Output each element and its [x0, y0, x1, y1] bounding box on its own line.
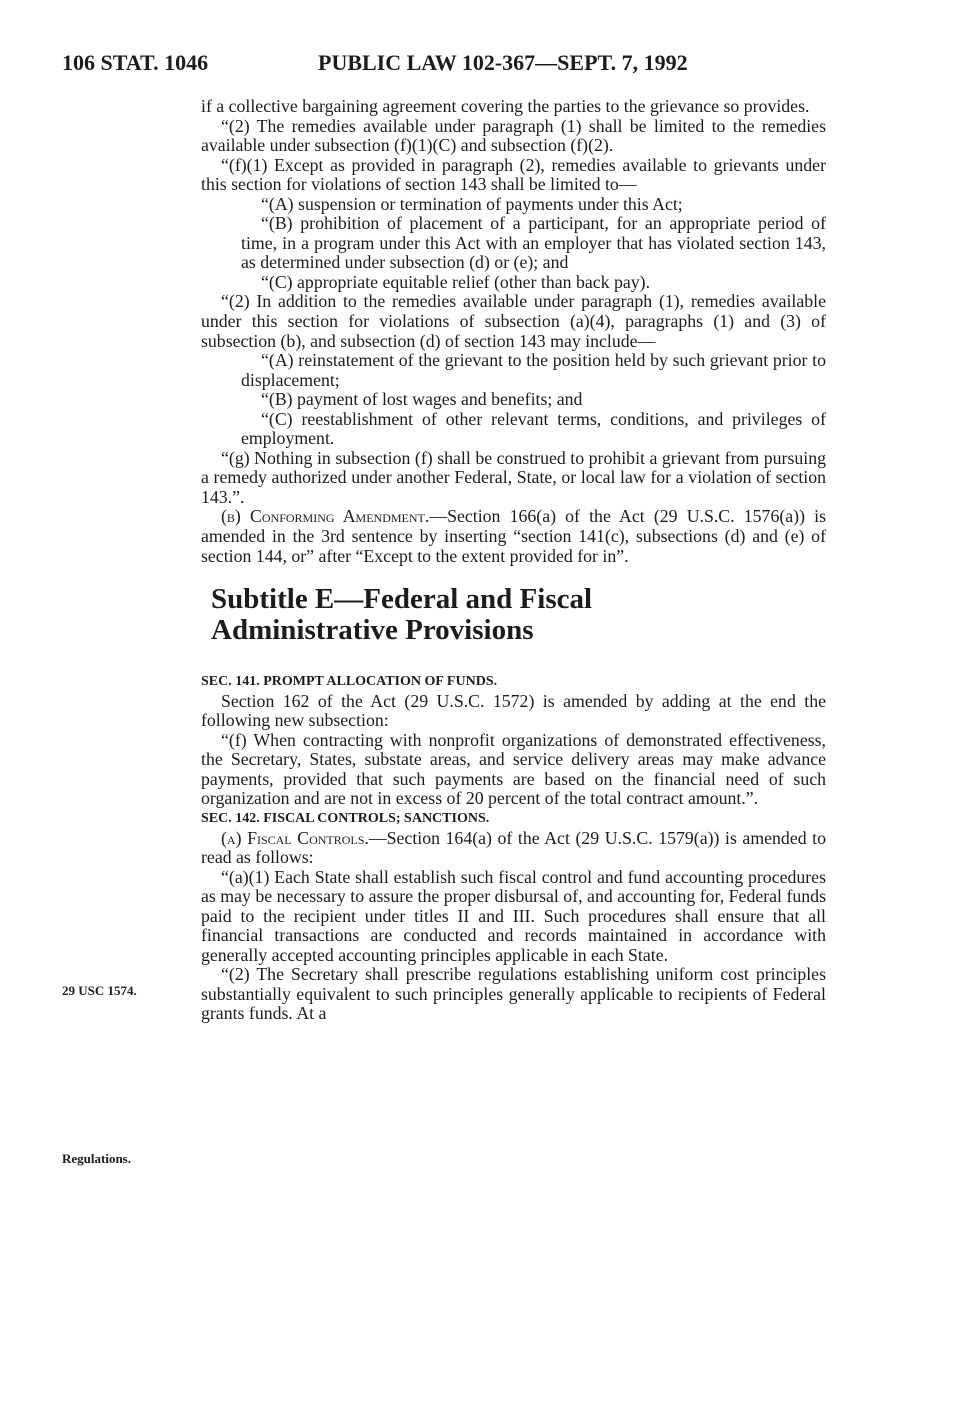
paragraph — [201, 829, 826, 868]
paragraph: “(f) When contracting with nonprofit organizations of demonstrated effectiveness, the Secretary, States, substate areas, and service delivery areas may make advance payments, provided that such payments are based on the financial need of such organization and are not in excess of 20 percent of the total contract amount.”. — [201, 729, 826, 809]
body-text — [201, 97, 826, 1024]
paragraph: “(C) reestablishment of other relevant terms, conditions, and privileges of employment. — [241, 408, 826, 449]
paragraph: “(f)(1) Except as provided in paragraph (2), remedies available to grievants under this section for violations of section 143 shall be limited to— — [201, 154, 826, 195]
fiscal-controls-text: —Section 164(a) of the Act (29 U.S.C. 1579(a)) is amended to read as follows: — [201, 827, 827, 868]
subtitle-heading — [201, 584, 826, 646]
page-stat-number: 106 STAT. 1046 — [62, 50, 209, 75]
subtitle-line: Subtitle E—Federal and Fiscal — [211, 583, 593, 616]
paragraph: “(A) reinstatement of the grievant to the position held by such grievant prior to displacement; — [241, 350, 826, 390]
running-head: PUBLIC LAW 102-367—SEPT. 7, 1992 — [318, 50, 688, 75]
paragraph: “(B) prohibition of placement of a participant, for an appropriate period of time, in a program under this Act with an employer that has violated section 143, as determined under subsection (d) or (e); and — [241, 213, 826, 273]
paragraph: “(g) Nothing in subsection (f) shall be construed to prohibit a grievant from pursuing a remedy authorized under another Federal, State, or local law for a violation of section 143.”. — [201, 447, 826, 507]
subtitle-line: Administrative Provisions — [211, 614, 534, 647]
paragraph: Section 162 of the Act (29 U.S.C. 1572) is amended by adding at the end the following new subsection: — [201, 690, 826, 731]
paragraph: “(2) The Secretary shall prescribe regulations establishing uniform cost principles substantially equivalent to such principles generally applicable to recipients of Federal grants funds. At a — [201, 964, 826, 1024]
section-heading: SEC. 142. FISCAL CONTROLS; SANCTIONS. — [201, 810, 490, 826]
section-heading: SEC. 141. PROMPT ALLOCATION OF FUNDS. — [201, 674, 498, 690]
fiscal-controls-label: (a) Fiscal Controls. — [221, 827, 369, 848]
margin-note-regulations: Regulations. — [62, 1151, 131, 1166]
paragraph — [201, 507, 826, 566]
conforming-amendment-label: (b) Conforming Amendment. — [221, 506, 430, 527]
paragraph: “(A) suspension or termination of payments under this Act; — [261, 193, 683, 214]
margin-note-usc: 29 USC 1574. — [62, 983, 137, 998]
paragraph: “(C) appropriate equitable relief (other than back pay). — [261, 271, 651, 292]
paragraph: “(B) payment of lost wages and benefits; and — [261, 389, 583, 410]
paragraph: “(2) In addition to the remedies available under paragraph (1), remedies available under this section for violations of subsection (a)(4), paragraphs (1) and (3) of subsection (b), and subsection (d) of section 143 may include— — [201, 291, 826, 351]
conforming-amendment-text: —Section 166(a) of the Act (29 U.S.C. 1576(a)) is amended in the 3rd sentence by inserting “section 141(c), subsections (d) and (e) of section 144, or” after “Except to the extent provided for in”. — [201, 506, 826, 566]
paragraph: “(a)(1) Each State shall establish such fiscal control and fund accounting procedures as may be necessary to assure the proper disbursal of, and accounting for, Federal funds paid to the recipient under titles II and III. Such procedures shall ensure that all financial transactions are conducted and records maintained in accordance with generally accepted accounting principles applicable in each State. — [201, 866, 826, 965]
paragraph: “(2) The remedies available under paragraph (1) shall be limited to the remedies available under subsection (f)(1)(C) and subsection (f)(2). — [201, 115, 826, 156]
paragraph: if a collective bargaining agreement covering the parties to the grievance so provides. — [201, 96, 810, 116]
